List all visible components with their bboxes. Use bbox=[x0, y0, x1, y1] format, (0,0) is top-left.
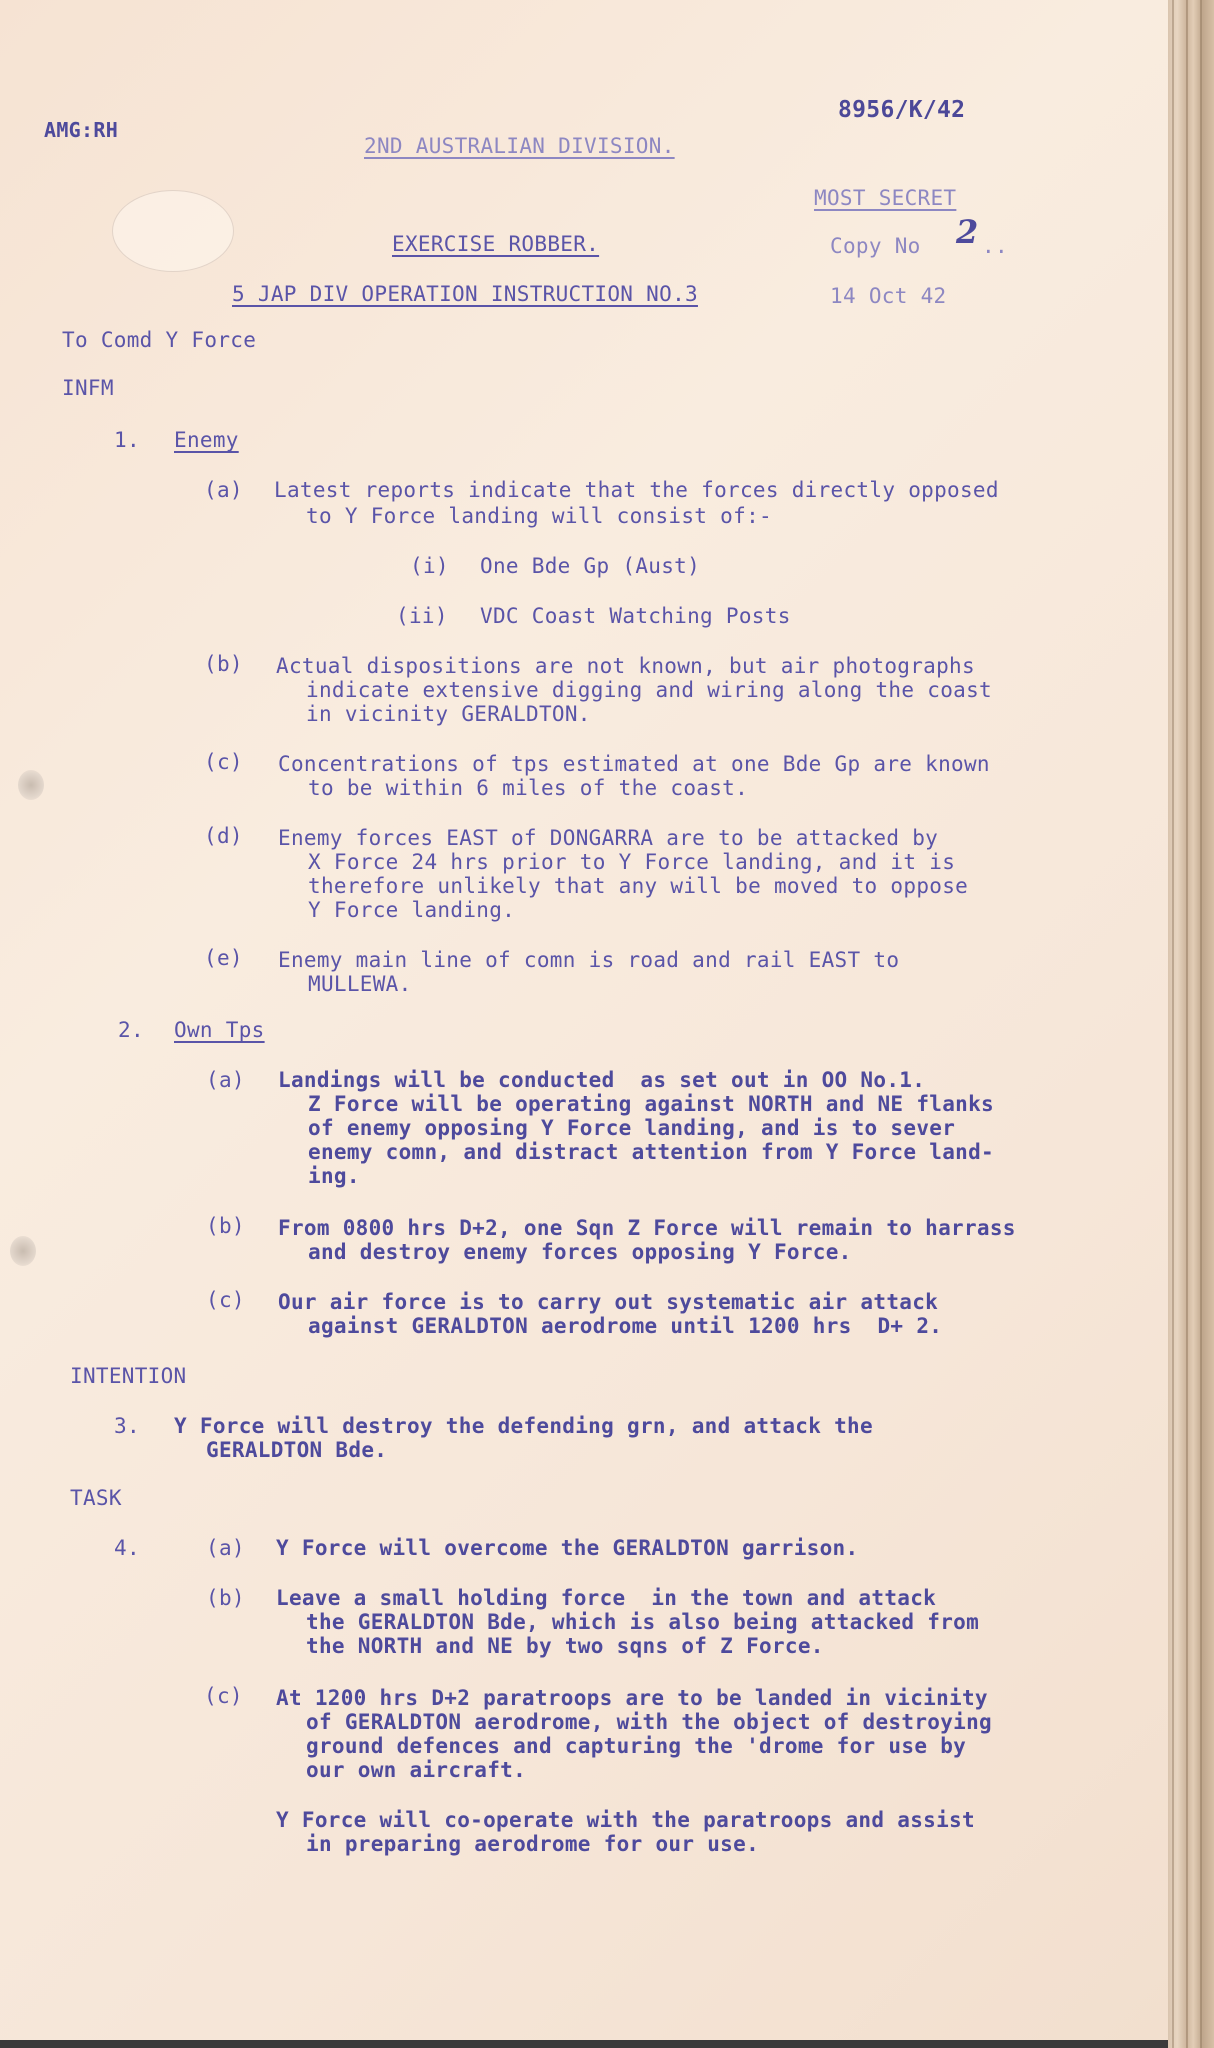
para4-number: 4. bbox=[114, 1536, 140, 1560]
para1-title: Enemy bbox=[174, 428, 239, 452]
reference-number: 8956/K/42 bbox=[838, 97, 966, 123]
copy-label: Copy No bbox=[830, 234, 921, 258]
para2b-line1: From 0800 hrs D+2, one Sqn Z Force will remain to harrass bbox=[278, 1216, 1016, 1240]
para1e-line2: MULLEWA. bbox=[308, 972, 412, 996]
division-heading: 2ND AUSTRALIAN DIVISION. bbox=[364, 134, 675, 158]
para4c-label: (c) bbox=[204, 1684, 243, 1708]
para1aii-label: (ii) bbox=[396, 604, 448, 628]
para2b-label: (b) bbox=[206, 1214, 245, 1238]
para4b-line1: Leave a small holding force in the town and attack bbox=[276, 1586, 937, 1610]
punch-hole bbox=[10, 1236, 36, 1266]
para1ai-text: One Bde Gp (Aust) bbox=[480, 554, 701, 578]
para1b-label: (b) bbox=[204, 652, 243, 676]
para2a-line2: Z Force will be operating against NORTH and NE flanks bbox=[308, 1092, 994, 1116]
para1aii-text: VDC Coast Watching Posts bbox=[480, 604, 791, 628]
para1e-line1: Enemy main line of comn is road and rail EAST to bbox=[278, 948, 900, 972]
page-edge-line bbox=[1200, 0, 1202, 2048]
para4b-label: (b) bbox=[206, 1586, 245, 1610]
para2a-line5: ing. bbox=[308, 1164, 360, 1188]
page-edge-line bbox=[1172, 0, 1174, 2048]
para1d-line1: Enemy forces EAST of DONGARRA are to be attacked by bbox=[278, 826, 939, 850]
para2a-line4: enemy comn, and distract attention from Y Force land- bbox=[308, 1140, 994, 1164]
para2b-line2: and destroy enemy forces opposing Y Force. bbox=[308, 1240, 852, 1264]
para1e-label: (e) bbox=[204, 946, 243, 970]
para4d-line2: in preparing aerodrome for our use. bbox=[306, 1832, 760, 1856]
para3-line1: Y Force will destroy the defending grn, and attack the bbox=[174, 1414, 873, 1438]
para4a-label: (a) bbox=[206, 1536, 245, 1560]
instruction-title: 5 JAP DIV OPERATION INSTRUCTION NO.3 bbox=[232, 282, 698, 306]
section-intention: INTENTION bbox=[70, 1364, 187, 1388]
para1c-line2: to be within 6 miles of the coast. bbox=[308, 776, 749, 800]
para1a-line2: to Y Force landing will consist of:- bbox=[306, 504, 772, 528]
para2c-line1: Our air force is to carry out systematic air attack bbox=[278, 1290, 939, 1314]
para4d-line1: Y Force will co-operate with the paratroops and assist bbox=[276, 1808, 975, 1832]
para4a-line1: Y Force will overcome the GERALDTON garrison. bbox=[276, 1536, 859, 1560]
section-task: TASK bbox=[70, 1486, 122, 1510]
para1d-label: (d) bbox=[204, 824, 243, 848]
paper-stain bbox=[112, 190, 234, 272]
para1d-line3: therefore unlikely that any will be moved to oppose bbox=[308, 874, 969, 898]
page-stack-edge bbox=[1168, 0, 1214, 2048]
classification-stamp: MOST SECRET bbox=[814, 186, 957, 210]
para2a-line1: Landings will be conducted as set out in OO No.1. bbox=[278, 1068, 926, 1092]
para1b-line1: Actual dispositions are not known, but air photographs bbox=[276, 654, 975, 678]
para2a-label: (a) bbox=[206, 1068, 245, 1092]
copy-tail: .. bbox=[982, 234, 1008, 258]
para1c-line1: Concentrations of tps estimated at one Bde Gp are known bbox=[278, 752, 990, 776]
para4b-line3: the NORTH and NE by two sqns of Z Force. bbox=[306, 1634, 824, 1658]
document-date: 14 Oct 42 bbox=[830, 284, 947, 308]
para1a-line1: Latest reports indicate that the forces directly opposed bbox=[274, 478, 999, 502]
para1-number: 1. bbox=[114, 428, 140, 452]
exercise-title: EXERCISE ROBBER. bbox=[392, 232, 600, 256]
para1b-line3: in vicinity GERALDTON. bbox=[306, 702, 591, 726]
para2c-line2: against GERALDTON aerodrome until 1200 hrs D+ 2. bbox=[308, 1314, 943, 1338]
copy-number: 2 bbox=[956, 213, 979, 251]
para2-number: 2. bbox=[118, 1018, 144, 1042]
para2-title: Own Tps bbox=[174, 1018, 265, 1042]
punch-hole bbox=[18, 770, 44, 800]
para3-number: 3. bbox=[114, 1414, 140, 1438]
addressee: To Comd Y Force bbox=[62, 328, 257, 352]
para4c-line4: our own aircraft. bbox=[306, 1758, 527, 1782]
reference-left: AMG:RH bbox=[44, 118, 119, 142]
para4c-line1: At 1200 hrs D+2 paratroops are to be landed in vicinity bbox=[276, 1686, 988, 1710]
para1d-line4: Y Force landing. bbox=[308, 898, 516, 922]
para3-line2: GERALDTON Bde. bbox=[206, 1438, 388, 1462]
para1ai-label: (i) bbox=[410, 554, 449, 578]
para1b-line2: indicate extensive digging and wiring along the coast bbox=[306, 678, 992, 702]
para2a-line3: of enemy opposing Y Force landing, and is to sever bbox=[308, 1116, 956, 1140]
para1c-label: (c) bbox=[204, 750, 243, 774]
para2c-label: (c) bbox=[206, 1288, 245, 1312]
para1a-label: (a) bbox=[204, 478, 243, 502]
page-edge-line bbox=[1186, 0, 1188, 2048]
para1d-line2: X Force 24 hrs prior to Y Force landing, and it is bbox=[308, 850, 956, 874]
para4c-line3: ground defences and capturing the 'drome for use by bbox=[306, 1734, 967, 1758]
section-infm: INFM bbox=[62, 376, 114, 400]
para4c-line2: of GERALDTON aerodrome, with the object of destroying bbox=[306, 1710, 992, 1734]
para4b-line2: the GERALDTON Bde, which is also being attacked from bbox=[306, 1610, 980, 1634]
